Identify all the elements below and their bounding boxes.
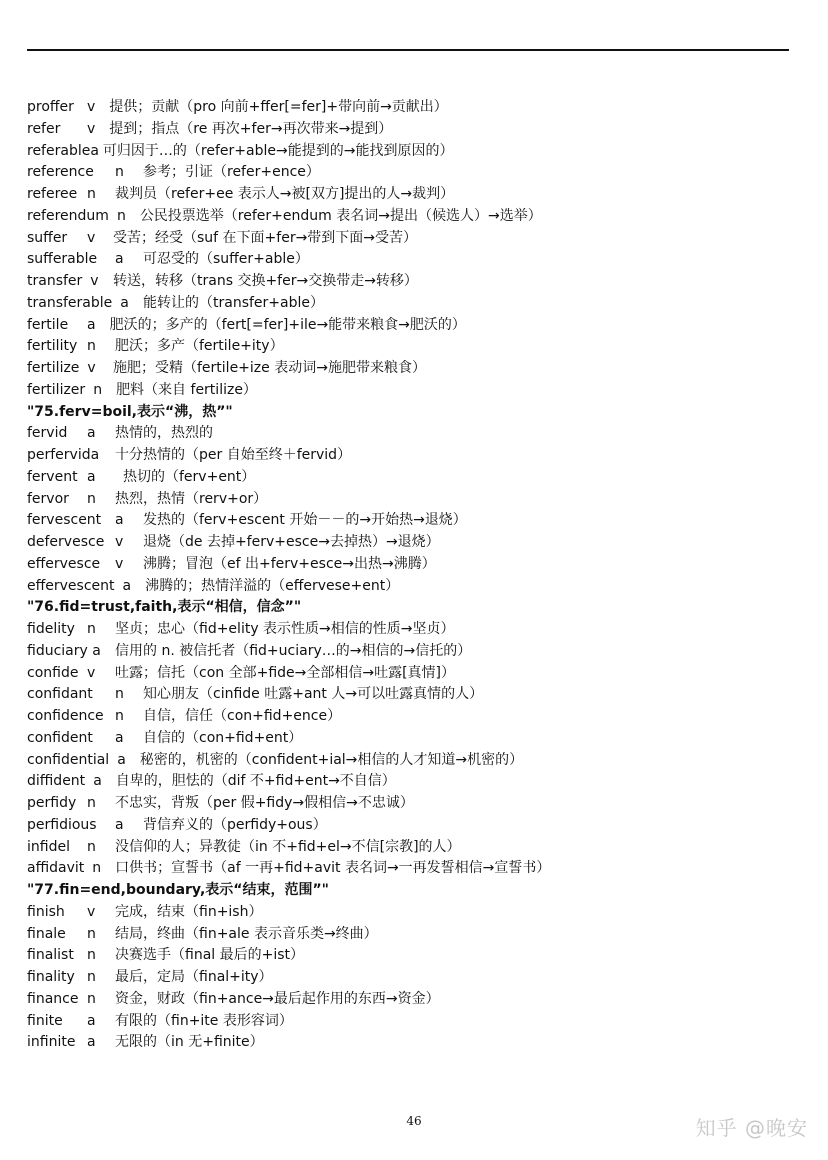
entry-word: defervesce [27,534,105,550]
entry-definition: 坚贞；忠心（fid+elity 表示性质→相信的性质→坚贞） [115,621,455,637]
entry-pos: a [115,512,124,529]
entry-definition: 提到；指点（re 再次+fer→再次带来→提到） [109,120,393,137]
entry-word: confidential [27,751,110,768]
entry-pos: a [93,773,102,790]
entry-pos: a [87,425,96,442]
entry-definition: 自卑的，胆怯的（dif 不+fid+ent→不自信） [115,773,396,790]
entry-word: finish [27,903,65,920]
vocab-entry [27,293,807,315]
vocab-entry [27,162,807,184]
entry-pos: a [87,468,96,485]
entry-pos: n [87,969,96,985]
entry-word: fervid [27,425,68,442]
entry-word: effervescent [27,577,115,594]
entry-definition: 受苦；经受（suf 在下面+fer→带到下面→受苦） [113,229,418,246]
vocab-entry [27,184,807,206]
entry-word: fervescent [27,512,102,529]
vocab-entry [27,902,807,924]
entry-word: sufferable [27,251,98,268]
entry-pos: n [87,838,96,855]
entry-definition: 转送，转移（trans 交换+fer→交换带走→转移） [113,273,418,289]
entry-word: fertile [27,316,69,333]
entry-definition: 有限的（fin+ite 表形容词） [115,1012,293,1029]
vocab-entry [27,945,807,967]
entry-definition: 可忍受的（suffer+able） [143,251,309,268]
entry-word: referablea [27,142,99,159]
vocab-entry [27,228,807,250]
entry-pos: a [115,251,124,268]
vocab-entry [27,924,807,946]
entry-pos: v [87,120,96,137]
entry-pos: n [87,186,96,202]
entry-pos: a [117,751,126,768]
entry-word: confidence [27,708,104,724]
entry-definition: 肥沃；多产（fertile+ity） [115,338,284,355]
entry-pos: n [116,207,126,224]
vocab-entry [27,358,807,380]
entry-definition: 资金，财政（fin+ance→最后起作用的东西→资金） [115,990,440,1007]
entry-word: fertilize [27,360,80,376]
vocab-entry [27,706,807,728]
entry-definition: 沸腾的；热情洋溢的（effervese+ent） [145,577,400,594]
entry-word: finite [27,1012,63,1029]
entry-definition: 信用的 n. 被信托者（fid+uciary…的→相信的→信托的） [115,642,472,659]
entry-pos: n [93,381,103,398]
entry-word: fiduciary a [27,642,101,659]
entry-pos: n [87,947,96,964]
entry-word: affidavit [27,860,85,877]
vocab-entry [27,815,807,837]
vocab-entry [27,554,807,576]
entry-pos: n [87,990,96,1007]
page-number: 46 [406,1114,422,1128]
entry-word: transferable [27,294,113,311]
entry-definition: 结局，终曲（fin+ale 表示音乐类→终曲） [115,925,378,942]
entry-word: reference [27,164,94,181]
entry-word: fertility [27,338,78,355]
entry-definition: 热切的（ferv+ent） [123,468,256,485]
vocab-entry [27,271,807,293]
entry-pos: n [87,925,96,942]
entry-pos: a [87,1034,96,1051]
vocab-entry [27,532,807,554]
vocab-entry [27,576,807,598]
entry-pos: n [115,708,124,724]
vocab-entry [27,619,807,641]
entry-definition: 参考；引证（refer+ence） [143,164,320,181]
entry-pos: a [115,816,124,833]
vocab-entry [27,1032,807,1054]
vocab-entry [27,336,807,358]
vocab-entry [27,858,807,880]
entry-word: finalist [27,947,74,964]
vocab-entry [27,380,807,402]
entry-word: suffer [27,229,68,246]
entry-definition: 口供书；宣誓书（af 一再+fid+avit 表名词→一再发誓相信→宣誓书） [115,860,551,877]
entry-word: fertilizer [27,381,86,398]
vocab-entry [27,771,807,793]
entry-pos: v [87,664,96,681]
entry-definition: 退烧（de 去掉+ferv+esce→去掉热）→退烧） [143,534,440,550]
vocab-entry [27,467,807,489]
vocab-entry [27,206,807,228]
section-heading: "77.fin=end,boundary,表示“结束，范围”" [27,882,329,898]
vocab-entry [27,423,807,445]
vocab-entry [27,837,807,859]
top-rule [27,49,789,51]
entry-pos: n [92,860,102,877]
section-heading: "76.fid=trust,faith,表示“相信，信念”" [27,599,302,616]
entry-definition: 自信，信任（con+fid+ence） [143,708,342,724]
entry-pos: v [87,99,96,115]
vocab-entry [27,641,807,663]
vocab-entry [27,315,807,337]
vocab-entry [27,989,807,1011]
entry-word: referendum [27,207,109,224]
entry-pos: a [87,1012,96,1029]
entry-pos: n [115,686,124,703]
entry-word: infinite [27,1034,76,1051]
entry-pos: v [115,555,124,572]
entry-definition: 知心朋友（cinfide 吐露+ant 人→可以吐露真情的人） [143,686,484,703]
entry-definition: 热烈，热情（rerv+or） [115,490,268,507]
entry-definition: 沸腾；冒泡（ef 出+ferv+esce→出热→沸腾） [143,555,436,572]
entry-pos: a [122,577,132,594]
entry-word: proffer [27,99,74,115]
entry-definition: 吐露；信托（con 全部+fide→全部相信→吐露[真情]） [115,664,456,681]
entry-pos: v [87,903,96,920]
vocab-entry [27,510,807,532]
entry-word: fidelity [27,621,75,637]
watermark: 知乎 @晚安 [695,1116,808,1140]
entry-pos: v [87,360,96,376]
entry-word: perfervida [27,447,100,463]
entry-word: perfidious [27,816,97,833]
entry-word: finance [27,990,79,1007]
vocab-entry [27,728,807,750]
entry-word: fervor [27,490,69,507]
entry-pos: v [115,534,124,550]
entry-word: confide [27,664,79,681]
entry-pos: n [87,338,96,355]
entry-definition: 可归因于…的（refer+able→能提到的→能找到原因的） [102,142,454,159]
entry-definition: 最后，定局（final+ity） [115,969,273,985]
entry-pos: a [115,729,124,746]
entry-word: confident [27,729,93,746]
entry-word: confidant [27,686,93,703]
entry-definition: 施肥；受精（fertile+ize 表动词→施肥带来粮食） [113,360,426,376]
vocab-entry [27,793,807,815]
entry-word: refer [27,120,61,137]
entry-pos: v [90,273,99,289]
vocab-entry [27,249,807,271]
vocab-entry [27,489,807,511]
entry-pos: n [87,621,96,637]
vocab-entry [27,663,807,685]
entry-definition: 背信弃义的（perfidy+ous） [143,816,327,833]
vocab-entry [27,750,807,772]
entry-pos: a [120,294,129,311]
entry-pos: v [87,229,96,246]
entry-definition: 完成，结束（fin+ish） [115,903,263,920]
entry-definition: 决赛选手（final 最后的+ist） [115,947,305,964]
entry-definition: 肥料（来自 fertilize） [116,381,257,398]
vocab-entry [27,1011,807,1033]
entry-definition: 发热的（ferv+escent 开始－－的→开始热→退烧） [143,512,467,529]
entry-word: perfidy [27,795,77,811]
entry-word: fervent [27,468,78,485]
entry-word: referee [27,186,78,202]
entry-definition: 裁判员（refer+ee 表示人→被[双方]提出的人→裁判） [115,186,455,202]
vocab-entry [27,119,807,141]
entry-definition: 自信的（con+fid+ent） [143,729,303,746]
entry-definition: 无限的（in 无+finite） [115,1034,264,1051]
entry-definition: 肥沃的；多产的（fert[=fer]+ile→能带来粮食→肥沃的） [109,316,466,333]
entry-definition: 不忠实，背叛（per 假+fidy→假相信→不忠诚） [115,795,414,811]
entry-definition: 没信仰的人；异教徒（in 不+fid+el→不信[宗教]的人） [115,838,461,855]
entry-word: transfer [27,273,83,289]
entry-definition: 公民投票选举（refer+endum 表名词→提出（候选人）→选举） [139,207,542,224]
vocab-entry [27,141,807,163]
entry-word: finality [27,969,75,985]
entry-word: diffident [27,773,86,790]
entry-definition: 提供；贡献（pro 向前+ffer[=fer]+带向前→贡献出） [109,99,448,115]
entry-definition: 热情的，热烈的 [115,425,213,442]
entry-pos: n [87,490,96,507]
entry-word: effervesce [27,555,101,572]
entry-definition: 十分热情的（per 自始至终＋fervid） [115,447,352,463]
vocab-entry [27,967,807,989]
entry-definition: 能转让的（transfer+able） [143,294,324,311]
entry-definition: 秘密的，机密的（confident+ial→相信的人才知道→机密的） [139,751,524,768]
vocab-entry [27,445,807,467]
vocabulary-list [27,97,807,1054]
section-heading: "75.ferv=boil,表示“沸，热”" [27,403,233,420]
entry-word: infidel [27,838,70,855]
entry-word: finale [27,925,66,942]
entry-pos: n [87,795,96,811]
entry-pos: a [87,316,96,333]
vocab-entry [27,684,807,706]
entry-pos: n [115,164,124,181]
vocab-entry [27,97,807,119]
